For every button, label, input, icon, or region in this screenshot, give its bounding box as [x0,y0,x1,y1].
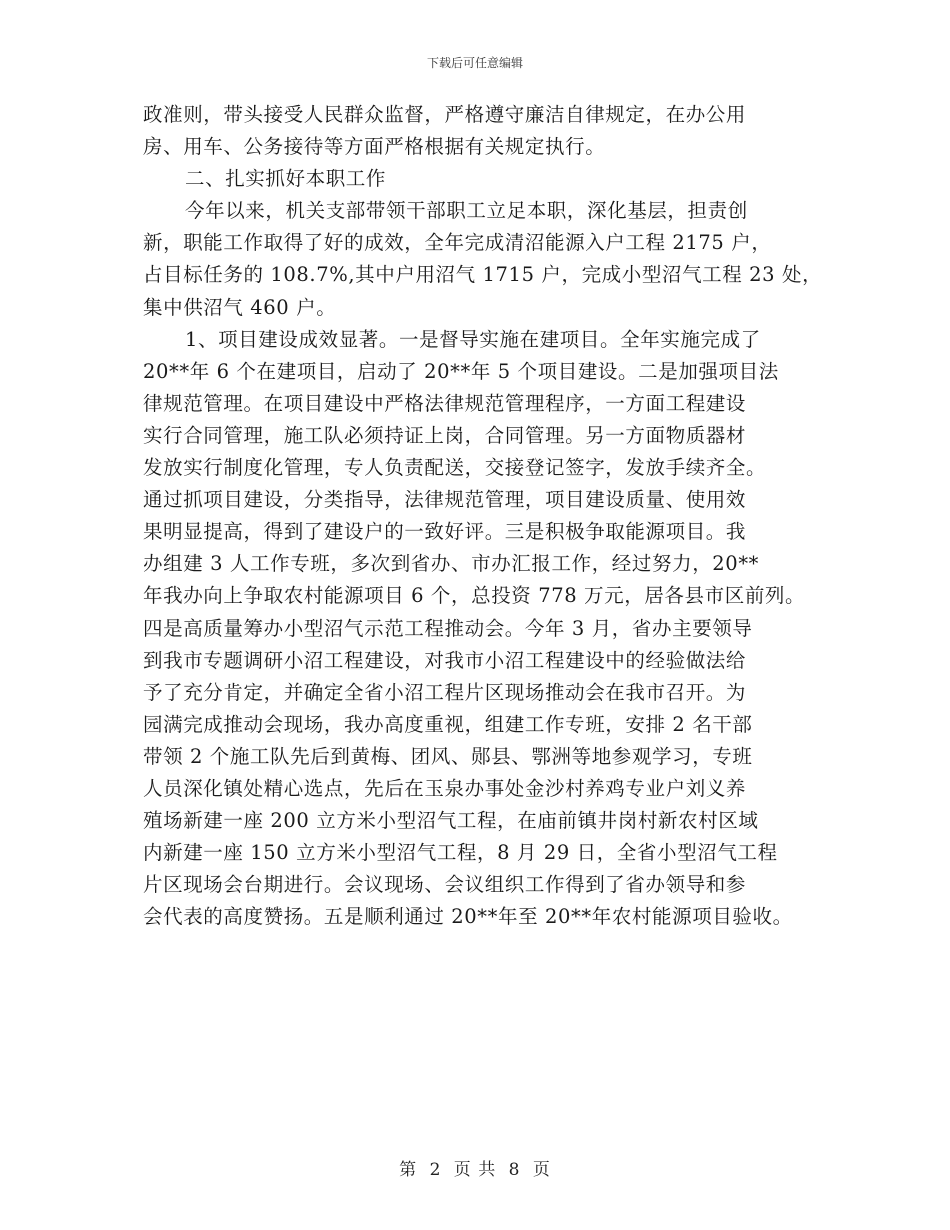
body-line: 发放实行制度化管理，专人负责配送，交接登记签字，发放手续齐全。 [143,456,767,480]
body-line: 办组建 3 人工作专班，多次到省办、市办汇报工作，经过努力，20** [143,552,760,576]
page-header-note: 下载后可任意编辑 [426,56,523,70]
body-line: 通过抓项目建设，分类指导，法律规范管理，项目建设质量、使用效 [143,488,747,512]
body-line: 房、用车、公务接待等方面严格根据有关规定执行。 [143,135,606,159]
body-line: 今年以来，机关支部带领干部职工立足本职，深化基层，担责创 [185,199,748,223]
body-line: 实行合同管理，施工队必须持证上岗，合同管理。另一方面物质器材 [143,423,747,447]
body-line: 到我市专题调研小沼工程建设，对我市小沼工程建设中的经验做法给 [143,648,747,672]
body-line: 殖场新建一座 200 立方米小型沼气工程，在庙前镇井岗村新农村区域 [143,809,759,833]
body-line: 集中供沼气 460 户。 [143,295,337,319]
body-line: 律规范管理。在项目建设中严格法律规范管理程序，一方面工程建设 [143,391,747,415]
body-line: 片区现场会台期进行。会议现场、会议组织工作得到了省办领导和参 [143,873,747,897]
body-line: 政准则，带头接受人民群众监督，严格遵守廉洁自律规定，在办公用 [143,103,747,126]
body-line: 园满完成推动会现场，我办高度重视，组建工作专班，安排 2 名干部 [143,712,753,736]
document-body [143,99,828,933]
current-page-number: 2 [429,1160,442,1180]
body-line: 内新建一座 150 立方米小型沼气工程，8 月 29 日，全省小型沼气工程 [143,841,778,865]
body-line: 人员深化镇处精心选点，先后在玉泉办事处金沙村养鸡专业户刘义养 [143,776,747,800]
section-heading: 二、扎实抓好本职工作 [185,167,387,191]
body-line: 年我办向上争取农村能源项目 6 个，总投资 778 万元，居各县市区前列。 [143,584,806,608]
body-line: 予了充分肯定，并确定全省小沼工程片区现场推动会在我市召开。为 [143,680,747,704]
footer-prefix: 第 [399,1160,418,1180]
body-line: 四是高质量筹办小型沼气示范工程推动会。今年 3 月，省办主要领导 [143,616,753,640]
body-line: 新，职能工作取得了好的成效，全年完成清沼能源入户工程 2175 户， [143,231,772,255]
body-line: 20**年 6 个在建项目，启动了 20**年 5 个项目建设。二是加强项目法 [143,359,779,383]
body-line: 1、项目建设成效显著。一是督导实施在建项目。全年实施完成了 [185,327,761,351]
body-line: 会代表的高度赞扬。五是顺利通过 20**年至 20**年农村能源项目验收。 [143,905,793,929]
total-page-number: 8 [508,1160,521,1180]
body-line: 占目标任务的 108.7%,其中户用沼气 1715 户，完成小型沼气工程 23 处， [143,263,823,287]
body-line: 带领 2 个施工队先后到黄梅、团风、郧县、鄂洲等地参观学习，专班 [143,744,753,768]
page-number-footer [0,1155,950,1180]
footer-middle: 页 共 [453,1160,497,1180]
footer-suffix: 页 [532,1160,551,1180]
body-line: 果明显提高，得到了建设户的一致好评。三是积极争取能源项目。我 [143,520,747,544]
